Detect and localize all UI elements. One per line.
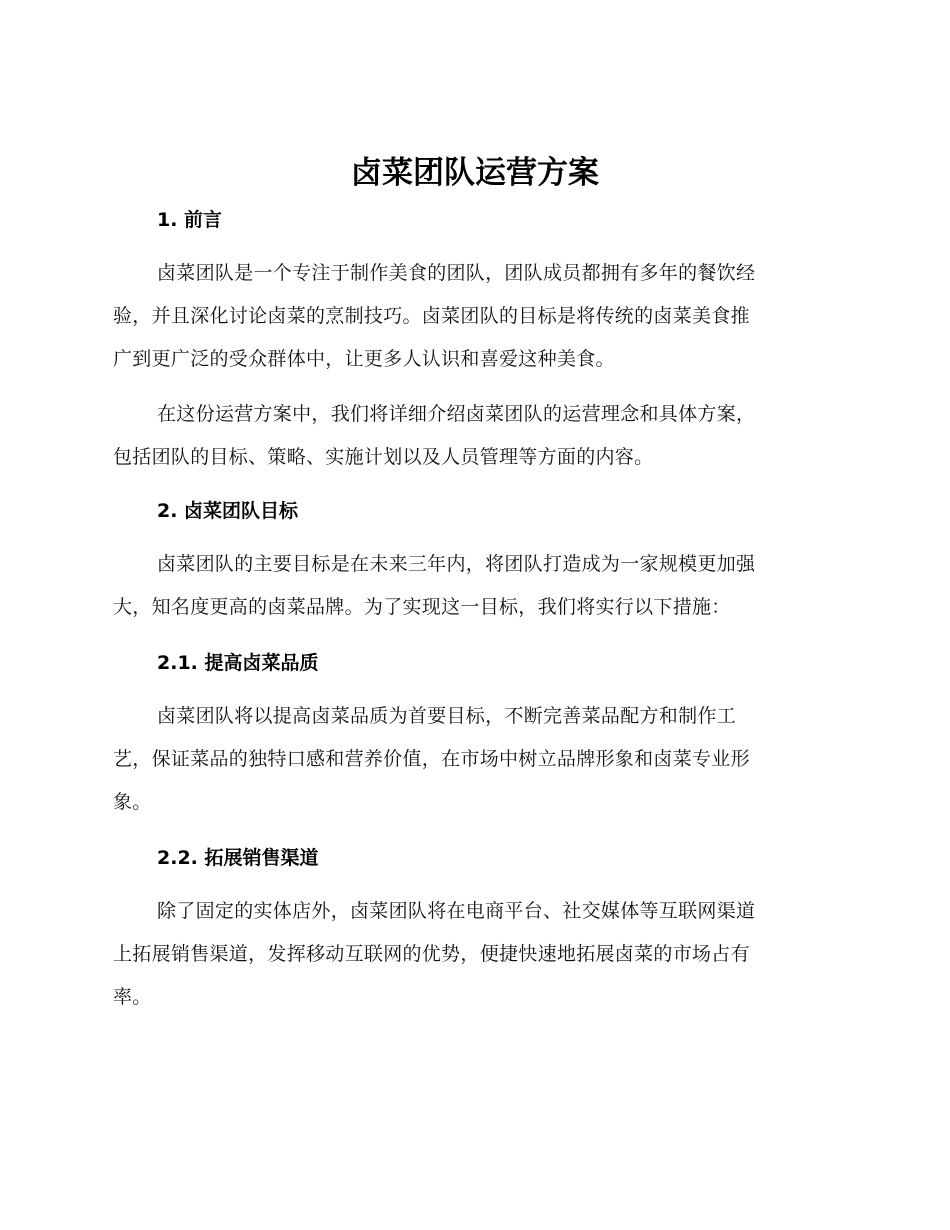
paragraph-line: 上拓展销售渠道，发挥移动互联网的优势，便捷快速地拓展卤菜的市场占有 — [113, 943, 750, 965]
paragraph-line: 象。 — [113, 791, 152, 813]
section-heading-goals: 2. 卤菜团队目标 — [157, 500, 299, 522]
paragraph-preface-1 — [113, 252, 833, 381]
paragraph-line: 艺，保证菜品的独特口感和营养价值，在市场中树立品牌形象和卤菜专业形 — [113, 748, 750, 770]
paragraph-line: 除了固定的实体店外，卤菜团队将在电商平台、社交媒体等互联网渠道 — [157, 900, 756, 922]
paragraph-channels — [113, 890, 833, 1019]
section-heading-preface: 1. 前言 — [157, 209, 223, 231]
paragraph-quality — [113, 695, 833, 824]
paragraph-line: 卤菜团队的主要目标是在未来三年内，将团队打造成为一家规模更加强 — [157, 553, 756, 575]
paragraph-line: 卤菜团队将以提高卤菜品质为首要目标，不断完善菜品配方和制作工 — [157, 705, 737, 727]
section-heading-quality: 2.1. 提高卤菜品质 — [157, 652, 319, 674]
paragraph-line: 大，知名度更高的卤菜品牌。为了实现这一目标，我们将实行以下措施： — [113, 596, 731, 618]
section-heading-channels: 2.2. 拓展销售渠道 — [157, 847, 319, 869]
paragraph-preface-2 — [113, 393, 833, 479]
paragraph-line: 验，并且深化讨论卤菜的烹制技巧。卤菜团队的目标是将传统的卤菜美食推 — [113, 305, 750, 327]
paragraph-goals — [113, 543, 833, 629]
paragraph-line: 卤菜团队是一个专注于制作美食的团队，团队成员都拥有多年的餐饮经 — [157, 262, 756, 284]
paragraph-line: 率。 — [113, 986, 152, 1008]
document-title: 卤菜团队运营方案 — [351, 155, 599, 191]
paragraph-line: 包括团队的目标、策略、实施计划以及人员管理等方面的内容。 — [113, 446, 654, 468]
paragraph-line: 在这份运营方案中，我们将详细介绍卤菜团队的运营理念和具体方案， — [157, 403, 756, 425]
paragraph-line: 广到更广泛的受众群体中，让更多人认识和喜爱这种美食。 — [113, 348, 615, 370]
